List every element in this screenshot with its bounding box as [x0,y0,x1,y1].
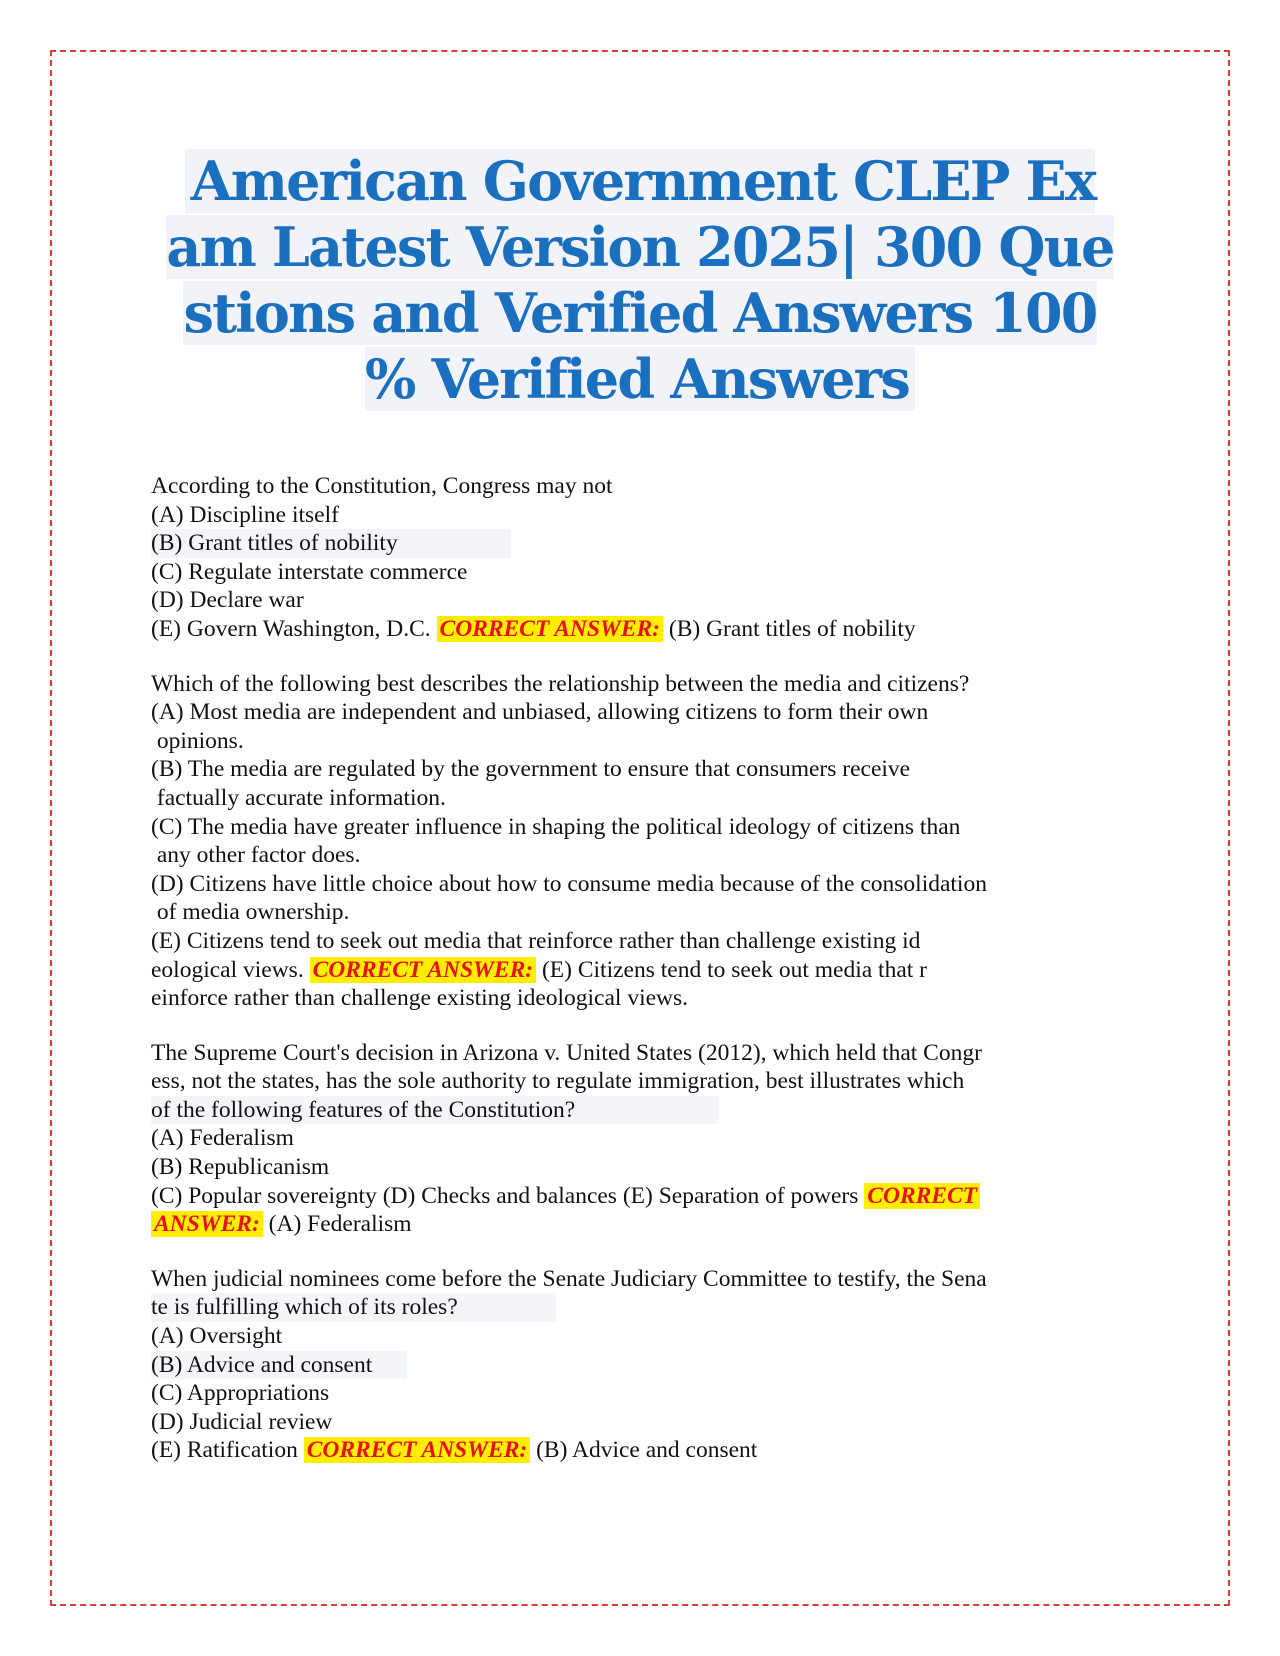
document-title-block [150,148,1130,412]
question-text: According to the Constitution, Congress may not [151,473,613,499]
answer-line [151,956,1151,985]
option-d: (D) Citizens have little choice about how to consume media because of the consolidation [151,870,987,897]
question-2 [151,670,1151,1013]
question-3 [151,1039,1151,1239]
option-b: (B) The media are regulated by the government to ensure that consumers receive [151,756,911,783]
title-line-4: % Verified Answers [365,347,909,411]
questions-list [151,472,1151,1491]
option-d: (D) Judicial review [151,1408,333,1435]
question-text: When judicial nominees come before the Senate Judiciary Committee to testify, the Sena [151,1265,987,1292]
correct-answer-label: CORRECT ANSWER: [304,1437,531,1463]
correct-answer-label-part-2: ANSWER: [151,1211,263,1237]
option-a: (A) Most media are independent and unbiased, allowing citizens to form their own [151,699,929,726]
question-text: The Supreme Court's decision in Arizona v. United States (2012), which held that Congr [151,1039,982,1066]
correct-answer-label: CORRECT ANSWER: [437,616,664,642]
option-c: (C) Regulate interstate commerce [151,558,468,585]
title-line-2: am Latest Version 2025| 300 Que [166,215,1114,279]
answer-line [151,615,1151,644]
option-e: (E) Govern Washington, D.C. [151,615,437,642]
option-e: (E) Ratification [151,1437,304,1464]
document-title [166,149,1113,411]
option-e-continued: eological views. [151,956,310,983]
correct-answer-value: (A) Federalism [262,1211,412,1238]
correct-answer-value-continued: einforce rather than challenge existing ideological views. [151,985,689,1012]
correct-answer-label: CORRECT ANSWER: [310,957,537,983]
correct-answer-value: (B) Advice and consent [530,1437,758,1464]
option-d: (D) Declare war [151,587,304,614]
option-a: (A) Discipline itself [151,501,339,528]
option-b: (B) Advice and consent [151,1351,407,1380]
question-text-continued: te is fulfilling which of its roles? [151,1293,556,1322]
correct-answer-value: (B) Grant titles of nobility [663,615,916,642]
option-a: (A) Oversight [151,1323,283,1350]
question-text: Which of the following best describes the relationship between the media and citizens? [151,670,970,697]
title-line-1: American Government CLEP Ex [190,149,1096,213]
title-line-3: stions and Verified Answers 100 [183,281,1097,345]
correct-answer-value: (E) Citizens tend to seek out media that r [536,956,927,983]
options-c-d-e: (C) Popular sovereignty (D) Checks and balances (E) Separation of powers [151,1182,865,1209]
option-a-continued: opinions. [151,727,244,754]
option-b: (B) Grant titles of nobility [151,529,511,558]
answer-line [151,1436,1151,1465]
correct-answer-label-part-1: CORRECT [864,1183,980,1209]
answer-line-continued [151,1210,1151,1239]
option-c-continued: any other factor does. [151,842,361,869]
question-text-continued: ess, not the states, has the sole authority to regulate immigration, best illustrates which [151,1068,965,1095]
option-b-continued: factually accurate information. [151,784,446,811]
option-d-continued: of media ownership. [151,899,350,926]
question-text-continued-2: of the following features of the Constitution? [151,1096,719,1125]
answer-line [151,1182,1151,1211]
option-a: (A) Federalism [151,1125,294,1152]
option-b: (B) Republicanism [151,1154,330,1181]
option-e: (E) Citizens tend to seek out media that reinforce rather than challenge existing id [151,927,921,954]
option-c: (C) Appropriations [151,1380,330,1407]
question-1 [151,472,1151,644]
question-4 [151,1265,1151,1465]
option-c: (C) The media have greater influence in shaping the political ideology of citizens than [151,813,961,840]
